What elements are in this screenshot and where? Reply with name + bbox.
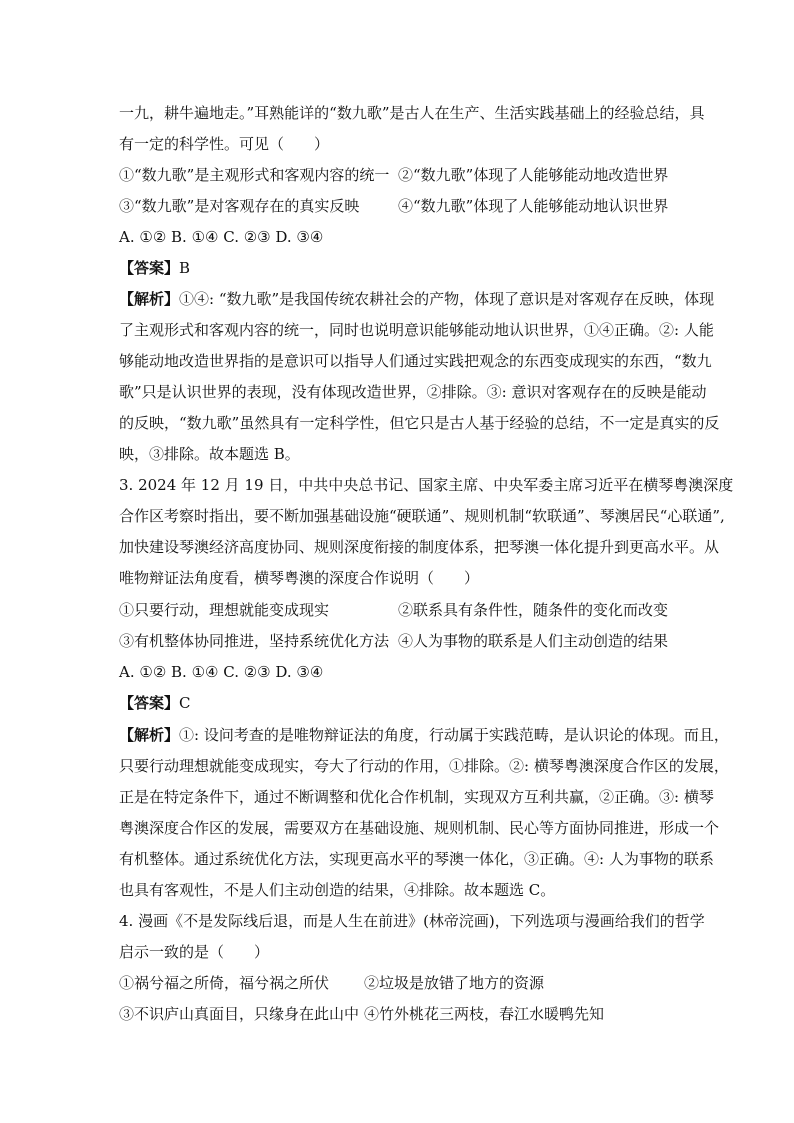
q4-option-1: ①祸兮福之所倚，福兮祸之所伏 — [119, 974, 330, 992]
q3-choices: A. ①② B. ①④ C. ②③ D. ③④ — [119, 663, 324, 681]
q4-stem-line-1: 4. 漫画《不是发际线后退，而是人生在前进》(林帝浣画)，下列选项与漫画给我们的哲学 — [119, 912, 705, 930]
q2-answer — [119, 258, 190, 278]
q3-option-1: ①只要行动，理想就能变成现实 — [119, 601, 330, 619]
q2-stem-line-2: 有一定的科学性。可见（ ） — [119, 135, 330, 153]
q3-stem-line-1: 3. 2024 年 12 月 19 日，中共中央总书记、国家主席、中央军委主席习近平在横琴粤澳深度 — [119, 476, 734, 494]
q2-choices: A. ①② B. ①④ C. ②③ D. ③④ — [119, 228, 324, 246]
q2-stem-line-1: 一九，耕牛遍地走。”耳熟能详的“数九歌”是古人在生产、生活实践基础上的经验总结，具 — [119, 104, 705, 122]
q2-answer-label: 【答案】 — [119, 259, 180, 277]
q4-option-2: ②垃圾是放错了地方的资源 — [364, 974, 545, 992]
q3-option-4: ④人为事物的联系是人们主动创造的结果 — [398, 632, 669, 650]
q2-analysis-line-6: 映，③排除。故本题选 B。 — [119, 445, 300, 463]
q2-answer-value: B — [179, 259, 191, 277]
q3-answer-value: C — [179, 694, 191, 712]
q4-option-3: ③不识庐山真面目，只缘身在此山中 — [119, 1005, 360, 1023]
q3-analysis-line-6: 也具有客观性，不是人们主动创造的结果，④排除。故本题选 C。 — [119, 881, 556, 899]
q3-answer — [119, 693, 191, 713]
q2-analysis-text-1: ①④: “数九歌”是我国传统农耕社会的产物，体现了意识是对客观存在反映，体现 — [179, 290, 715, 308]
q3-stem-line-4: 唯物辩证法角度看，横琴粤澳的深度合作说明（ ） — [119, 569, 480, 587]
q2-analysis-line-1 — [119, 289, 714, 309]
q2-option-1: ①“数九歌”是主观形式和客观内容的统一 — [119, 166, 390, 184]
q3-stem-line-3: 加快建设琴澳经济高度协同、规则深度衔接的制度体系，把琴澳一体化提升到更高水平。从 — [119, 538, 720, 556]
q2-analysis-line-5: 的反映，“数九歌”虽然具有一定科学性，但它只是古人基于经验的总结，不一定是真实的反 — [119, 414, 720, 432]
q2-analysis-line-2: 了主观形式和客观内容的统一，同时也说明意识能够能动地认识世界，①④正确。②: 人能 — [119, 321, 714, 339]
q3-analysis-label: 【解析】 — [119, 726, 180, 744]
q2-option-4: ④“数九歌”体现了人能够能动地认识世界 — [398, 197, 669, 215]
q2-option-2: ②“数九歌”体现了人能够能动地改造世界 — [398, 166, 669, 184]
q2-analysis-label: 【解析】 — [119, 290, 180, 308]
q3-analysis-line-2: 只要行动理想就能变成现实，夸大了行动的作用，①排除。②: 横琴粤澳深度合作区的发展， — [119, 757, 729, 775]
q3-analysis-line-1 — [119, 725, 729, 745]
q3-answer-label: 【答案】 — [119, 694, 180, 712]
q3-option-3: ③有机整体协同推进，坚持系统优化方法 — [119, 632, 390, 650]
q3-analysis-line-5: 有机整体。通过系统优化方法，实现更高水平的琴澳一体化，③正确。④: 人为事物的联系 — [119, 850, 714, 868]
q2-analysis-line-3: 够能动地改造世界指的是意识可以指导人们通过实践把观念的东西变成现实的东西，“数九 — [119, 352, 712, 370]
q3-analysis-line-3: 正是在特定条件下，通过不断调整和优化合作机制，实现双方互利共赢，②正确。③: 横琴 — [119, 788, 714, 806]
q2-analysis-line-4: 歌”只是认识世界的表现，没有体现改造世界，②排除。③: 意识对客观存在的反映是能动 — [119, 383, 707, 401]
q4-option-4: ④竹外桃花三两枝，春江水暖鸭先知 — [364, 1005, 605, 1023]
q3-stem-line-2: 合作区考察时指出，要不断加强基础设施“硬联通”、规则机制“软联通”、琴澳居民“心联通”, — [119, 507, 725, 525]
q3-analysis-line-4: 粤澳深度合作区的发展，需要双方在基础设施、规则机制、民心等方面协同推进，形成一个 — [119, 819, 720, 837]
q3-option-2: ②联系具有条件性，随条件的变化而改变 — [398, 601, 669, 619]
q3-analysis-text-1: ①: 设问考查的是唯物辩证法的角度，行动属于实践范畴，是认识论的体现。而且， — [179, 726, 729, 744]
q4-stem-line-2: 启示一致的是（ ） — [119, 943, 270, 961]
q2-option-3: ③“数九歌”是对客观存在的真实反映 — [119, 197, 360, 215]
